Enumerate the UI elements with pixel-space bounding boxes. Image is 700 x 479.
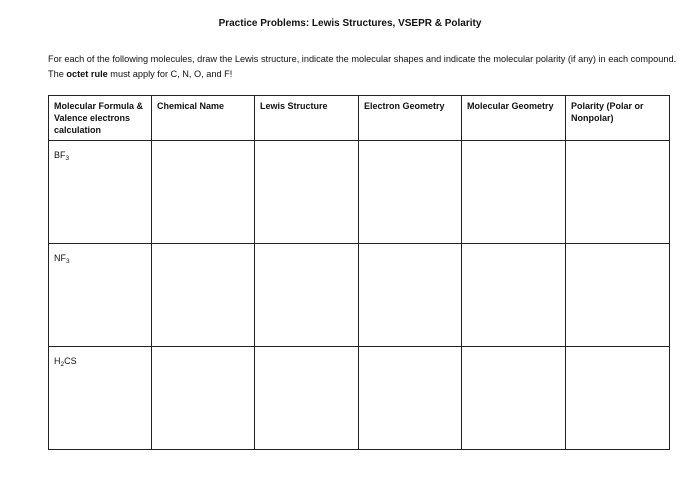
lewis-structure-cell[interactable] [255,347,359,450]
chemical-name-cell[interactable] [152,244,255,347]
instructions-text-part2: must apply for C, N, O, and F! [107,69,233,79]
page-title: Practice Problems: Lewis Structures, VSEPR & Polarity [218,18,482,29]
molecular-formula-nf3 [54,253,70,263]
formula-prefix: H [54,356,61,366]
table-row [49,244,670,347]
electron-geometry-cell[interactable] [359,347,462,450]
header-lewis-structure: Lewis Structure [255,96,359,141]
instructions-paragraph [48,52,678,82]
molecular-formula-bf3 [54,150,69,160]
formula-suffix: CS [64,356,77,366]
header-electron-geometry: Electron Geometry [359,96,462,141]
lewis-structure-cell[interactable] [255,141,359,244]
chemical-name-cell[interactable] [152,141,255,244]
table-row [49,347,670,450]
table-row [49,141,670,244]
header-chemical-name: Chemical Name [152,96,255,141]
instructions-emphasis: octet rule [66,69,108,79]
worksheet-table [48,95,670,450]
formula-cell [49,141,152,244]
header-row [49,96,670,141]
header-molecular-formula: Molecular Formula & Valence electrons calculation [49,96,152,141]
molecular-formula-h2cs [54,356,77,366]
chemical-name-cell[interactable] [152,347,255,450]
lewis-structure-cell[interactable] [255,244,359,347]
molecular-geometry-cell[interactable] [462,141,566,244]
formula-prefix: NF [54,253,66,263]
molecular-geometry-cell[interactable] [462,244,566,347]
polarity-cell[interactable] [566,141,670,244]
header-polarity: Polarity (Polar or Nonpolar) [566,96,670,141]
formula-cell [49,244,152,347]
polarity-cell[interactable] [566,347,670,450]
electron-geometry-cell[interactable] [359,141,462,244]
formula-subscript: 2 [60,361,65,368]
instructions-text-part1: For each of the following molecules, draw the Lewis structure, indicate the molecular shapes and indicate the molecular polarity (if any) in each compound. The [48,54,677,79]
polarity-cell[interactable] [566,244,670,347]
molecular-geometry-cell[interactable] [462,347,566,450]
header-molecular-geometry: Molecular Geometry [462,96,566,141]
formula-cell [49,347,152,450]
formula-subscript: 3 [65,155,70,162]
formula-prefix: BF [54,150,66,160]
electron-geometry-cell[interactable] [359,244,462,347]
formula-subscript: 3 [66,258,70,265]
